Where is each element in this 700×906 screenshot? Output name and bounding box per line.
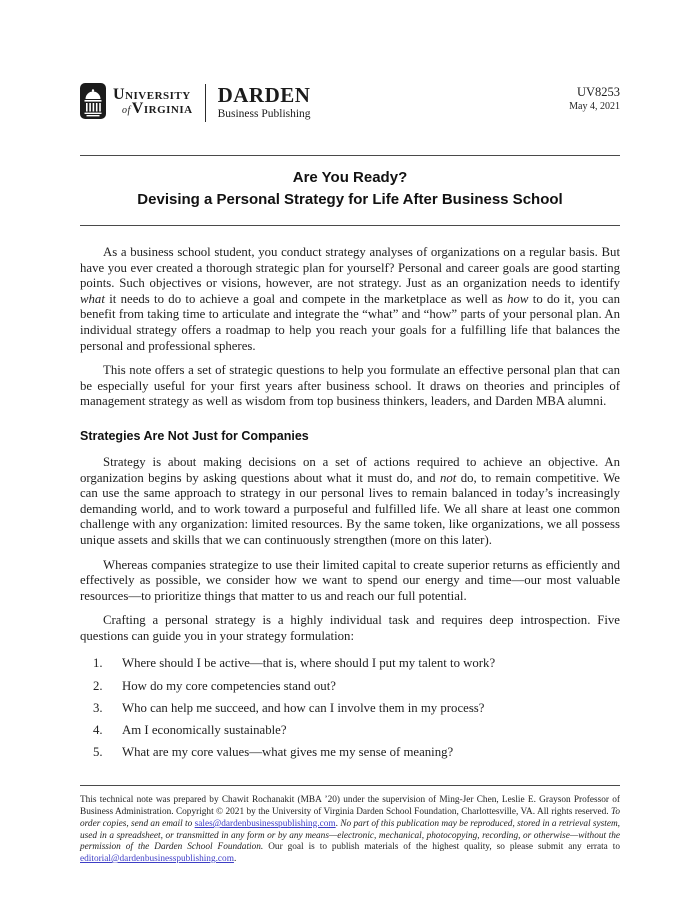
list-item-text: Who can help me succeed, and how can I involve them in my process?: [122, 700, 485, 715]
list-item-number: 1.: [93, 656, 103, 671]
list-item-number: 4.: [93, 722, 103, 737]
header-divider: [205, 84, 206, 122]
darden-title: DARDEN: [217, 83, 311, 107]
body-text: [80, 245, 620, 760]
darden-wordmark: [218, 83, 311, 121]
title-rule-bottom: [80, 225, 620, 226]
document-title: [80, 156, 620, 225]
text-run: Our goal is to publish materials of the highest quality, so please submit any errata to: [263, 842, 620, 853]
virginia-initial: V: [131, 100, 144, 117]
footer-rule: [80, 785, 620, 786]
list-item-number: 2.: [93, 678, 103, 693]
business-publishing-label: Business Publishing: [217, 108, 311, 120]
list-item: [80, 745, 620, 761]
text-run: do, to remain competitive. We can use the same approach to strategy in our personal lives to remain balanced in today’s increasingly demanding world, and to work toward a purposeful and fulfilled life. We all share at least one common challenge with any organization: limited resources. By the same token, like organizations, we all possess unique assets and skills that we can continuously strengthen (more on this later).: [80, 470, 620, 547]
content-area: [80, 0, 620, 866]
title-line-2: Devising a Personal Strategy for Life After Business School: [137, 191, 563, 208]
uva-darden-logo: [80, 83, 193, 119]
list-item-text: What are my core values—what gives me my sense of meaning?: [122, 744, 454, 759]
virginia-rest: IRGINIA: [143, 104, 193, 116]
list-item: [80, 679, 620, 695]
question-list: [80, 656, 620, 760]
list-item-text: Where should I be active—that is, where should I put my talent to work?: [122, 656, 496, 671]
email-link[interactable]: sales@dardenbusinesspublishing.com: [194, 818, 336, 829]
university-rest: NIVERSITY: [125, 90, 191, 102]
university-of-virginia-wordmark: [113, 83, 193, 117]
paragraph-strategy-decisions: [80, 455, 620, 549]
list-item-number: 5.: [93, 744, 103, 759]
paragraph-crafting-strategy: [80, 613, 620, 644]
text-run: what: [80, 291, 105, 306]
text-run: Strategy is about making decisions on a set of actions required to achieve an objective. An organization begins by asking questions about what it must do, and: [80, 454, 620, 485]
list-item-text: Am I economically sustainable?: [122, 722, 287, 737]
paragraph-companies-strategize: [80, 558, 620, 605]
text-run: Whereas companies strategize to use their limited capital to create superior returns as efficiently and effectively as possible, we consider how we want to spend our energy and time—our most valuable resources—to prioritize things that matter to us and reach our full potential.: [80, 557, 620, 603]
text-run: To order copies, send an email to: [80, 807, 620, 829]
text-run: not: [439, 470, 457, 485]
list-item: [80, 701, 620, 717]
text-run: to do it, you can benefit from taking time to articulate and integrate the “what” and “how” parts of your personal plan. An individual strategy offers a roadmap to help you reach your goals for a fulfilling life that balances the personal and professional spheres.: [80, 291, 620, 353]
list-item: [80, 656, 620, 672]
text-run: As a business school student, you conduct strategy analyses of organizations on a regular basis. But have you ever created a thorough strategic plan for yourself? Personal and career goals are good starting points. Such objectives or visions, however, are not strategy. Just as an organization needs to identify: [80, 245, 620, 291]
document-meta: [569, 83, 620, 113]
section-heading-strategies: Strategies Are Not Just for Companies: [80, 428, 309, 443]
page-header: [80, 0, 620, 122]
text-run: This technical note was prepared by Chawit Rochanakit (MBA ’20) under the supervision of Ming-Jer Chen, Leslie E. Grayson Professor of Business Administration. Copyright © 2021 by the University of Virginia Darden School Foundation, Charlottesville, VA. All rights reserved.: [80, 795, 620, 818]
uva-rotunda-icon: [80, 83, 106, 119]
text-run: how: [507, 291, 529, 306]
text-run: it needs to do to achieve a goal and compete in the marketplace as well as: [104, 291, 508, 306]
list-item-number: 3.: [93, 700, 103, 715]
text-run: .: [233, 853, 237, 864]
doc-number: UV8253: [576, 85, 620, 99]
doc-date: May 4, 2021: [569, 100, 620, 112]
text-run: .: [335, 818, 341, 829]
of-script: of: [122, 105, 131, 116]
list-item-text: How do my core competencies stand out?: [122, 678, 336, 693]
university-initial: U: [113, 86, 126, 103]
footnote: [80, 795, 620, 865]
paragraph-note-overview: [80, 363, 620, 410]
text-run: Crafting a personal strategy is a highly individual task and requires deep introspection. Five questions can guide you in your strategy formulation:: [80, 613, 620, 643]
text-run: This note offers a set of strategic questions to help you formulate an effective personal plan that can be especially useful for your first years after business school. It draws on theories and principles of management strategy as well as wisdom from top business thinkers, leaders, and Darden MBA alumni.: [80, 363, 620, 409]
email-link[interactable]: editorial@dardenbusinesspublishing.com: [80, 853, 234, 864]
text-run: No part of this publication may be reproduced, stored in a retrieval system, used in a spreadsheet, or transmitted in any form or by any means—electronic, mechanical, photocopying, recording, or otherwise—without the permission of the Darden School Foundation.: [80, 818, 621, 853]
virginia-line: [122, 101, 193, 117]
paragraph-intro: [80, 245, 620, 354]
title-line-1: Are You Ready?: [292, 169, 408, 186]
list-item: [80, 723, 620, 739]
